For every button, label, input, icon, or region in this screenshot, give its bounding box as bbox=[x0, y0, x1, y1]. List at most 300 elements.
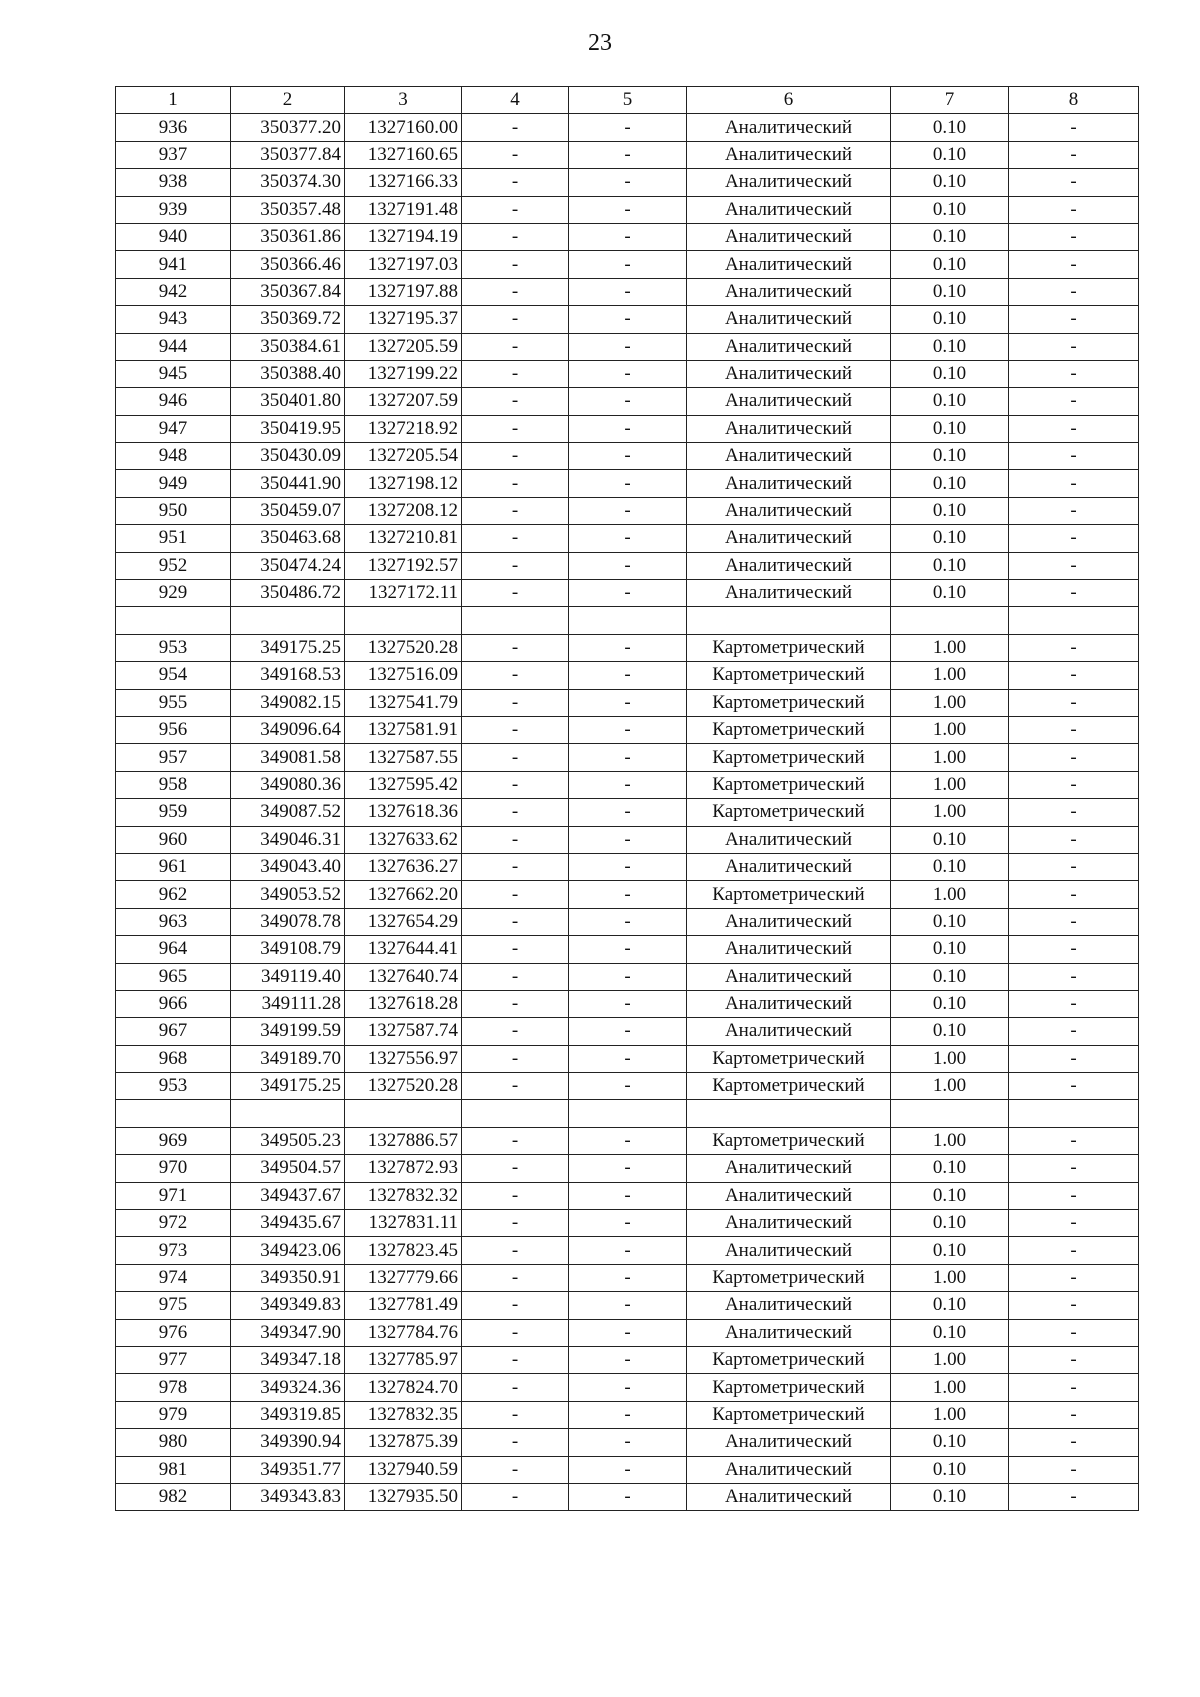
cell-point-number: 953 bbox=[116, 1073, 231, 1100]
header-row bbox=[116, 87, 1139, 114]
cell-col-5: - bbox=[569, 1264, 687, 1291]
cell-coord-x: 349343.83 bbox=[231, 1483, 345, 1510]
cell-col-8: - bbox=[1009, 580, 1139, 607]
cell-point-number: 955 bbox=[116, 689, 231, 716]
cell-col-8: - bbox=[1009, 251, 1139, 278]
table-row bbox=[116, 1155, 1139, 1182]
cell-method: Картометрический bbox=[687, 716, 891, 743]
table-row bbox=[116, 771, 1139, 798]
cell-coord-x: 349096.64 bbox=[231, 716, 345, 743]
coordinates-table bbox=[115, 86, 1139, 1511]
cell-coord-x: 350369.72 bbox=[231, 306, 345, 333]
cell-col-4: - bbox=[462, 826, 569, 853]
column-header-4: 4 bbox=[462, 87, 569, 114]
cell-method: Картометрический bbox=[687, 744, 891, 771]
cell-col-4: - bbox=[462, 1346, 569, 1373]
cell-col-4: - bbox=[462, 1374, 569, 1401]
cell-accuracy: 1.00 bbox=[891, 1045, 1009, 1072]
cell-col-4: - bbox=[462, 881, 569, 908]
cell-coord-x: 349175.25 bbox=[231, 1073, 345, 1100]
cell-point-number: 948 bbox=[116, 443, 231, 470]
cell-accuracy: 0.10 bbox=[891, 1155, 1009, 1182]
cell-point-number: 954 bbox=[116, 662, 231, 689]
cell-method: Аналитический bbox=[687, 1483, 891, 1510]
cell-point-number: 968 bbox=[116, 1045, 231, 1072]
table-row bbox=[116, 716, 1139, 743]
cell-accuracy: 0.10 bbox=[891, 525, 1009, 552]
cell-method: Картометрический bbox=[687, 1045, 891, 1072]
cell-coord-x: 349324.36 bbox=[231, 1374, 345, 1401]
cell-coord-y: 1327636.27 bbox=[345, 853, 462, 880]
cell-accuracy: 0.10 bbox=[891, 443, 1009, 470]
cell-accuracy: 1.00 bbox=[891, 689, 1009, 716]
cell-method: Аналитический bbox=[687, 936, 891, 963]
cell-coord-y: 1327197.03 bbox=[345, 251, 462, 278]
cell-col-8: - bbox=[1009, 497, 1139, 524]
table-row bbox=[116, 443, 1139, 470]
table-row bbox=[116, 853, 1139, 880]
cell-accuracy: 0.10 bbox=[891, 251, 1009, 278]
cell-coord-x: 349319.85 bbox=[231, 1401, 345, 1428]
column-header-3: 3 bbox=[345, 87, 462, 114]
table-row bbox=[116, 580, 1139, 607]
cell-col-8: - bbox=[1009, 744, 1139, 771]
cell-col-8: - bbox=[1009, 169, 1139, 196]
cell-col-5: - bbox=[569, 1429, 687, 1456]
table-row bbox=[116, 881, 1139, 908]
cell-method: Аналитический bbox=[687, 1429, 891, 1456]
cell-coord-y: 1327633.62 bbox=[345, 826, 462, 853]
table-row bbox=[116, 360, 1139, 387]
cell-col-5: - bbox=[569, 1018, 687, 1045]
cell-col-8: - bbox=[1009, 1182, 1139, 1209]
cell-method: Аналитический bbox=[687, 990, 891, 1017]
cell-coord-x: 350367.84 bbox=[231, 278, 345, 305]
cell-col-4: - bbox=[462, 1456, 569, 1483]
cell-col-4 bbox=[462, 607, 569, 634]
cell-coord-x: 349390.94 bbox=[231, 1429, 345, 1456]
cell-coord-x: 350377.84 bbox=[231, 141, 345, 168]
cell-col-4: - bbox=[462, 1045, 569, 1072]
cell-col-5: - bbox=[569, 689, 687, 716]
cell-accuracy: 1.00 bbox=[891, 744, 1009, 771]
cell-coord-y: 1327194.19 bbox=[345, 223, 462, 250]
cell-point-number: 969 bbox=[116, 1127, 231, 1154]
cell-col-4: - bbox=[462, 1018, 569, 1045]
table-row bbox=[116, 552, 1139, 579]
cell-coord-x: 349108.79 bbox=[231, 936, 345, 963]
cell-accuracy: 0.10 bbox=[891, 278, 1009, 305]
cell-col-5: - bbox=[569, 1182, 687, 1209]
cell-col-5: - bbox=[569, 662, 687, 689]
cell-col-4: - bbox=[462, 662, 569, 689]
cell-col-5: - bbox=[569, 1346, 687, 1373]
cell-coord-x: 350374.30 bbox=[231, 169, 345, 196]
cell-accuracy: 0.10 bbox=[891, 1182, 1009, 1209]
cell-coord-y: 1327160.00 bbox=[345, 114, 462, 141]
cell-col-5: - bbox=[569, 716, 687, 743]
table-row bbox=[116, 908, 1139, 935]
cell-col-4: - bbox=[462, 223, 569, 250]
cell-col-8: - bbox=[1009, 278, 1139, 305]
cell-col-4: - bbox=[462, 169, 569, 196]
cell-method: Аналитический bbox=[687, 580, 891, 607]
cell-point-number: 939 bbox=[116, 196, 231, 223]
cell-accuracy: 0.10 bbox=[891, 936, 1009, 963]
cell-method: Картометрический bbox=[687, 1401, 891, 1428]
cell-coord-x bbox=[231, 607, 345, 634]
cell-coord-x: 349043.40 bbox=[231, 853, 345, 880]
cell-col-8: - bbox=[1009, 1374, 1139, 1401]
cell-coord-x: 350401.80 bbox=[231, 388, 345, 415]
cell-coord-y: 1327172.11 bbox=[345, 580, 462, 607]
cell-col-5: - bbox=[569, 388, 687, 415]
cell-col-8: - bbox=[1009, 799, 1139, 826]
cell-coord-y: 1327205.54 bbox=[345, 443, 462, 470]
cell-coord-y: 1327581.91 bbox=[345, 716, 462, 743]
cell-col-8: - bbox=[1009, 771, 1139, 798]
cell-coord-x: 349349.83 bbox=[231, 1292, 345, 1319]
cell-coord-x: 349347.90 bbox=[231, 1319, 345, 1346]
cell-col-8: - bbox=[1009, 826, 1139, 853]
column-header-7: 7 bbox=[891, 87, 1009, 114]
cell-col-8: - bbox=[1009, 470, 1139, 497]
cell-coord-y: 1327875.39 bbox=[345, 1429, 462, 1456]
cell-accuracy: 0.10 bbox=[891, 360, 1009, 387]
cell-point-number: 965 bbox=[116, 963, 231, 990]
cell-col-8: - bbox=[1009, 306, 1139, 333]
cell-col-4: - bbox=[462, 278, 569, 305]
cell-col-5: - bbox=[569, 1292, 687, 1319]
cell-col-4: - bbox=[462, 1237, 569, 1264]
cell-coord-x: 350388.40 bbox=[231, 360, 345, 387]
cell-col-8: - bbox=[1009, 1429, 1139, 1456]
cell-col-4: - bbox=[462, 388, 569, 415]
cell-col-8: - bbox=[1009, 1237, 1139, 1264]
cell-col-4: - bbox=[462, 141, 569, 168]
cell-col-8: - bbox=[1009, 662, 1139, 689]
cell-col-8: - bbox=[1009, 1319, 1139, 1346]
cell-method: Аналитический bbox=[687, 360, 891, 387]
cell-col-4: - bbox=[462, 196, 569, 223]
cell-col-4: - bbox=[462, 360, 569, 387]
cell-accuracy: 0.10 bbox=[891, 306, 1009, 333]
cell-coord-y: 1327195.37 bbox=[345, 306, 462, 333]
cell-accuracy: 0.10 bbox=[891, 1319, 1009, 1346]
cell-coord-y: 1327205.59 bbox=[345, 333, 462, 360]
cell-point-number: 937 bbox=[116, 141, 231, 168]
cell-accuracy: 1.00 bbox=[891, 1401, 1009, 1428]
table-row bbox=[116, 333, 1139, 360]
cell-accuracy: 0.10 bbox=[891, 1429, 1009, 1456]
table-row bbox=[116, 169, 1139, 196]
cell-coord-y: 1327541.79 bbox=[345, 689, 462, 716]
cell-col-5 bbox=[569, 1100, 687, 1127]
table-row bbox=[116, 1210, 1139, 1237]
cell-col-4: - bbox=[462, 333, 569, 360]
cell-coord-x bbox=[231, 1100, 345, 1127]
column-header-6: 6 bbox=[687, 87, 891, 114]
cell-method: Аналитический bbox=[687, 388, 891, 415]
table-row bbox=[116, 141, 1139, 168]
cell-point-number: 975 bbox=[116, 1292, 231, 1319]
cell-coord-y: 1327556.97 bbox=[345, 1045, 462, 1072]
cell-col-8: - bbox=[1009, 716, 1139, 743]
cell-accuracy: 0.10 bbox=[891, 1456, 1009, 1483]
cell-accuracy bbox=[891, 607, 1009, 634]
cell-coord-y: 1327160.65 bbox=[345, 141, 462, 168]
cell-method: Аналитический bbox=[687, 333, 891, 360]
column-header-5: 5 bbox=[569, 87, 687, 114]
cell-method: Аналитический bbox=[687, 470, 891, 497]
cell-coord-x: 350463.68 bbox=[231, 525, 345, 552]
cell-accuracy bbox=[891, 1100, 1009, 1127]
cell-col-5: - bbox=[569, 525, 687, 552]
cell-col-4: - bbox=[462, 114, 569, 141]
cell-col-8: - bbox=[1009, 415, 1139, 442]
cell-coord-y: 1327654.29 bbox=[345, 908, 462, 935]
cell-coord-x: 350384.61 bbox=[231, 333, 345, 360]
cell-method: Картометрический bbox=[687, 799, 891, 826]
cell-method: Аналитический bbox=[687, 1319, 891, 1346]
cell-accuracy: 0.10 bbox=[891, 963, 1009, 990]
cell-coord-x: 349078.78 bbox=[231, 908, 345, 935]
cell-coord-y: 1327208.12 bbox=[345, 497, 462, 524]
cell-method: Аналитический bbox=[687, 1018, 891, 1045]
cell-coord-y: 1327520.28 bbox=[345, 1073, 462, 1100]
cell-col-4: - bbox=[462, 689, 569, 716]
cell-accuracy: 0.10 bbox=[891, 223, 1009, 250]
table-row bbox=[116, 1292, 1139, 1319]
cell-method: Аналитический bbox=[687, 415, 891, 442]
table-body bbox=[116, 114, 1139, 1511]
cell-method: Картометрический bbox=[687, 1374, 891, 1401]
cell-col-5: - bbox=[569, 141, 687, 168]
cell-col-5: - bbox=[569, 908, 687, 935]
cell-coord-x: 349111.28 bbox=[231, 990, 345, 1017]
cell-coord-y: 1327218.92 bbox=[345, 415, 462, 442]
cell-col-5: - bbox=[569, 415, 687, 442]
table-row bbox=[116, 1018, 1139, 1045]
cell-col-5: - bbox=[569, 333, 687, 360]
cell-coord-x: 350366.46 bbox=[231, 251, 345, 278]
cell-point-number: 970 bbox=[116, 1155, 231, 1182]
cell-col-8: - bbox=[1009, 443, 1139, 470]
cell-col-4: - bbox=[462, 771, 569, 798]
table-row bbox=[116, 497, 1139, 524]
cell-point-number: 929 bbox=[116, 580, 231, 607]
cell-col-5: - bbox=[569, 580, 687, 607]
cell-col-8: - bbox=[1009, 388, 1139, 415]
cell-col-5: - bbox=[569, 990, 687, 1017]
cell-method: Картометрический bbox=[687, 634, 891, 661]
cell-accuracy: 1.00 bbox=[891, 1264, 1009, 1291]
cell-coord-y: 1327785.97 bbox=[345, 1346, 462, 1373]
cell-coord-x: 349437.67 bbox=[231, 1182, 345, 1209]
cell-method: Аналитический bbox=[687, 552, 891, 579]
table-row bbox=[116, 470, 1139, 497]
cell-accuracy: 0.10 bbox=[891, 333, 1009, 360]
cell-point-number: 936 bbox=[116, 114, 231, 141]
cell-col-5: - bbox=[569, 169, 687, 196]
table-row bbox=[116, 689, 1139, 716]
cell-coord-y: 1327191.48 bbox=[345, 196, 462, 223]
cell-coord-y: 1327824.70 bbox=[345, 1374, 462, 1401]
cell-col-5: - bbox=[569, 1210, 687, 1237]
cell-col-4: - bbox=[462, 936, 569, 963]
cell-accuracy: 1.00 bbox=[891, 634, 1009, 661]
cell-coord-x: 350377.20 bbox=[231, 114, 345, 141]
cell-point-number: 938 bbox=[116, 169, 231, 196]
cell-col-8: - bbox=[1009, 963, 1139, 990]
cell-coord-y: 1327935.50 bbox=[345, 1483, 462, 1510]
cell-method: Аналитический bbox=[687, 525, 891, 552]
cell-col-4: - bbox=[462, 1182, 569, 1209]
cell-point-number: 960 bbox=[116, 826, 231, 853]
cell-col-4: - bbox=[462, 306, 569, 333]
cell-method: Аналитический bbox=[687, 114, 891, 141]
cell-col-5: - bbox=[569, 223, 687, 250]
cell-method bbox=[687, 1100, 891, 1127]
cell-point-number: 978 bbox=[116, 1374, 231, 1401]
cell-coord-x: 349504.57 bbox=[231, 1155, 345, 1182]
cell-col-4: - bbox=[462, 990, 569, 1017]
cell-method: Картометрический bbox=[687, 1073, 891, 1100]
table-row bbox=[116, 963, 1139, 990]
cell-col-5: - bbox=[569, 278, 687, 305]
cell-col-8 bbox=[1009, 607, 1139, 634]
cell-col-4: - bbox=[462, 1127, 569, 1154]
cell-method: Картометрический bbox=[687, 881, 891, 908]
cell-accuracy: 0.10 bbox=[891, 908, 1009, 935]
cell-col-5: - bbox=[569, 196, 687, 223]
cell-col-5: - bbox=[569, 881, 687, 908]
cell-accuracy: 1.00 bbox=[891, 771, 1009, 798]
cell-col-4: - bbox=[462, 525, 569, 552]
cell-col-5: - bbox=[569, 497, 687, 524]
cell-coord-x: 349168.53 bbox=[231, 662, 345, 689]
cell-accuracy: 0.10 bbox=[891, 1483, 1009, 1510]
cell-col-8: - bbox=[1009, 114, 1139, 141]
cell-method: Аналитический bbox=[687, 1292, 891, 1319]
cell-col-5: - bbox=[569, 744, 687, 771]
cell-coord-y: 1327644.41 bbox=[345, 936, 462, 963]
cell-method: Аналитический bbox=[687, 1456, 891, 1483]
table-row bbox=[116, 251, 1139, 278]
cell-col-5: - bbox=[569, 1155, 687, 1182]
cell-col-5: - bbox=[569, 251, 687, 278]
cell-coord-y bbox=[345, 1100, 462, 1127]
cell-coord-y: 1327166.33 bbox=[345, 169, 462, 196]
cell-col-5: - bbox=[569, 826, 687, 853]
cell-coord-y: 1327779.66 bbox=[345, 1264, 462, 1291]
cell-method: Аналитический bbox=[687, 306, 891, 333]
cell-accuracy: 1.00 bbox=[891, 799, 1009, 826]
cell-method bbox=[687, 607, 891, 634]
cell-col-8: - bbox=[1009, 141, 1139, 168]
table-header bbox=[116, 87, 1139, 114]
cell-col-5: - bbox=[569, 1045, 687, 1072]
column-header-8: 8 bbox=[1009, 87, 1139, 114]
cell-col-8: - bbox=[1009, 853, 1139, 880]
cell-col-8: - bbox=[1009, 1073, 1139, 1100]
cell-col-5: - bbox=[569, 1401, 687, 1428]
cell-coord-y: 1327192.57 bbox=[345, 552, 462, 579]
cell-col-4: - bbox=[462, 716, 569, 743]
cell-col-5: - bbox=[569, 1456, 687, 1483]
cell-col-4: - bbox=[462, 1155, 569, 1182]
cell-accuracy: 1.00 bbox=[891, 1346, 1009, 1373]
cell-point-number: 958 bbox=[116, 771, 231, 798]
cell-method: Картометрический bbox=[687, 1264, 891, 1291]
table-row bbox=[116, 1346, 1139, 1373]
cell-method: Аналитический bbox=[687, 251, 891, 278]
cell-coord-y: 1327832.32 bbox=[345, 1182, 462, 1209]
table-row bbox=[116, 1182, 1139, 1209]
cell-coord-y: 1327587.55 bbox=[345, 744, 462, 771]
table-row bbox=[116, 525, 1139, 552]
cell-col-5: - bbox=[569, 799, 687, 826]
cell-method: Аналитический bbox=[687, 1210, 891, 1237]
cell-accuracy: 0.10 bbox=[891, 470, 1009, 497]
cell-coord-x: 350357.48 bbox=[231, 196, 345, 223]
cell-point-number: 943 bbox=[116, 306, 231, 333]
cell-accuracy: 0.10 bbox=[891, 1237, 1009, 1264]
cell-accuracy: 1.00 bbox=[891, 1374, 1009, 1401]
cell-coord-y: 1327587.74 bbox=[345, 1018, 462, 1045]
cell-coord-x: 349081.58 bbox=[231, 744, 345, 771]
cell-coord-y bbox=[345, 607, 462, 634]
cell-method: Аналитический bbox=[687, 1182, 891, 1209]
cell-point-number bbox=[116, 1100, 231, 1127]
table-row bbox=[116, 1483, 1139, 1510]
cell-point-number: 940 bbox=[116, 223, 231, 250]
cell-method: Аналитический bbox=[687, 141, 891, 168]
cell-col-4: - bbox=[462, 634, 569, 661]
cell-accuracy: 0.10 bbox=[891, 415, 1009, 442]
cell-accuracy: 0.10 bbox=[891, 497, 1009, 524]
cell-coord-y: 1327595.42 bbox=[345, 771, 462, 798]
cell-point-number: 982 bbox=[116, 1483, 231, 1510]
cell-point-number: 966 bbox=[116, 990, 231, 1017]
cell-point-number: 979 bbox=[116, 1401, 231, 1428]
cell-point-number: 956 bbox=[116, 716, 231, 743]
table-row bbox=[116, 1073, 1139, 1100]
cell-col-8: - bbox=[1009, 1346, 1139, 1373]
cell-accuracy: 1.00 bbox=[891, 1073, 1009, 1100]
cell-accuracy: 0.10 bbox=[891, 1210, 1009, 1237]
cell-col-5: - bbox=[569, 360, 687, 387]
cell-point-number: 961 bbox=[116, 853, 231, 880]
cell-col-4: - bbox=[462, 744, 569, 771]
table-row bbox=[116, 1429, 1139, 1456]
cell-method: Аналитический bbox=[687, 853, 891, 880]
cell-coord-x: 349199.59 bbox=[231, 1018, 345, 1045]
cell-method: Картометрический bbox=[687, 662, 891, 689]
cell-col-8: - bbox=[1009, 990, 1139, 1017]
cell-col-8: - bbox=[1009, 908, 1139, 935]
cell-accuracy: 0.10 bbox=[891, 114, 1009, 141]
cell-coord-x: 350474.24 bbox=[231, 552, 345, 579]
cell-point-number: 957 bbox=[116, 744, 231, 771]
cell-col-4: - bbox=[462, 470, 569, 497]
cell-col-4: - bbox=[462, 251, 569, 278]
cell-point-number: 949 bbox=[116, 470, 231, 497]
cell-point-number: 952 bbox=[116, 552, 231, 579]
cell-col-4: - bbox=[462, 1401, 569, 1428]
table-row bbox=[116, 114, 1139, 141]
cell-coord-y: 1327618.36 bbox=[345, 799, 462, 826]
